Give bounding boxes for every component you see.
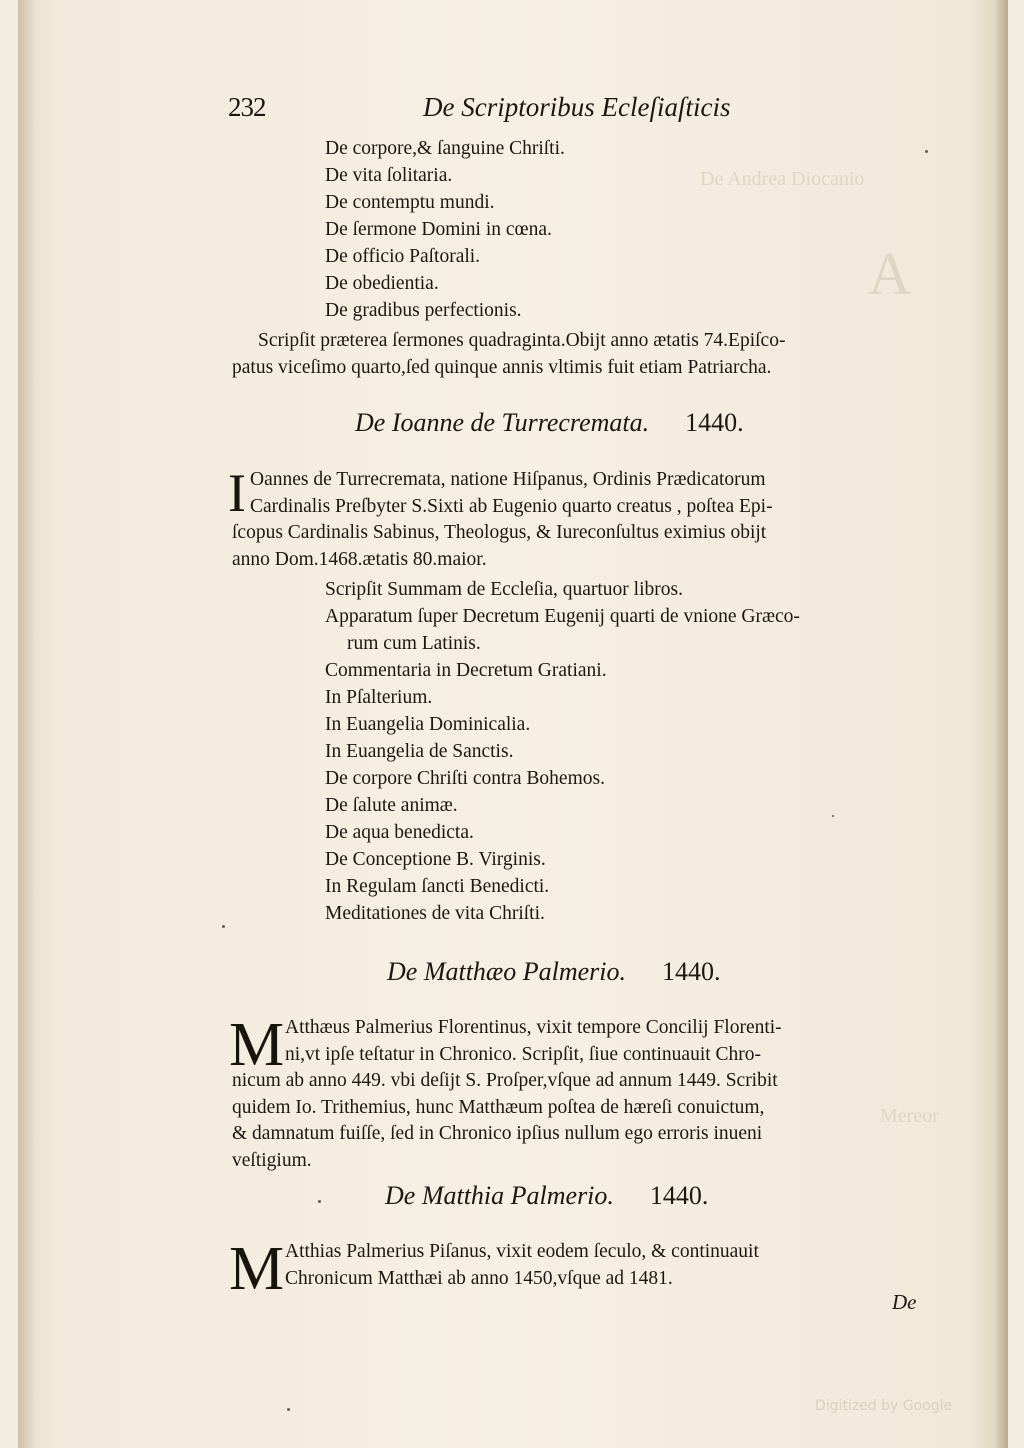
section-heading — [387, 957, 721, 987]
section-title: De Ioanne de Turrecremata. — [355, 408, 650, 437]
drop-cap: I — [228, 463, 246, 523]
section-heading — [385, 1181, 708, 1211]
drop-cap: M — [229, 1011, 285, 1079]
paragraph-turrecremata-cont — [232, 519, 922, 572]
list-item: De contemptu mundi. — [325, 192, 495, 213]
bleed-through-text: De Andrea Diocanio — [700, 168, 865, 190]
list-item: De aqua benedicta. — [325, 822, 474, 843]
foxing-spot — [832, 815, 834, 817]
list-item: De ſermone Domini in cœna. — [325, 219, 552, 240]
list-item: rum cum Latinis. — [347, 633, 481, 654]
list-item: De gradibus perfectionis. — [325, 300, 522, 321]
foxing-spot — [925, 150, 928, 153]
catchword: De — [892, 1290, 917, 1314]
para-line: Chronicum Matthæi ab anno 1450,vſque ad 1481. — [285, 1267, 673, 1289]
list-item: De Conceptione B. Virginis. — [325, 849, 546, 870]
list-item: Scripſit Summam de Eccleſia, quartuor libros. — [325, 579, 683, 600]
para-line: quidem Io. Trithemius, hunc Matthæum poſtea de hæreſi conuictum, — [232, 1096, 765, 1118]
para-line: ſcopus Cardinalis Sabinus, Theologus, & Iureconſultus eximius obijt — [232, 522, 767, 543]
paragraph-matthia — [285, 1238, 922, 1291]
list-item: In Euangelia de Sanctis. — [325, 741, 514, 762]
paragraph-closing — [232, 327, 922, 380]
list-item: De ſalute animæ. — [325, 795, 458, 816]
paragraph-matthaeo — [285, 1014, 922, 1067]
foxing-spot — [287, 1408, 290, 1411]
para-line: Cardinalis Preſbyter S.Sixti ab Eugenio quarto creatus , poſtea Epi- — [250, 495, 773, 517]
para-line: & damnatum fuiſſe, ſed in Chronico ipſius nullum ego erroris inueni — [232, 1123, 763, 1144]
para-line: Scripſit præterea ſermones quadraginta.Obijt anno ætatis 74.Epiſco- — [258, 330, 786, 351]
list-item: De obedientia. — [325, 273, 439, 294]
section-year: 1440. — [662, 957, 721, 986]
list-item: In Pſalterium. — [325, 687, 433, 708]
section-year: 1440. — [649, 1181, 709, 1210]
running-title: De Scriptoribus Ecleſiaſticis — [423, 92, 731, 122]
section-heading — [355, 408, 744, 438]
watermark: Digitized by Google — [815, 1398, 953, 1414]
para-line: Atthias Palmerius Piſanus, vixit eodem ſeculo, & continuauit — [285, 1241, 759, 1262]
list-item: Commentaria in Decretum Gratiani. — [325, 660, 607, 681]
drop-cap: M — [229, 1235, 285, 1303]
para-line: ni,vt ipſe teſtatur in Chronico. Scripſit, ſiue continuauit Chro- — [285, 1043, 762, 1065]
foxing-spot — [318, 1200, 321, 1203]
section-title: De Matthæo Palmerio. — [387, 957, 627, 986]
section-year: 1440. — [685, 408, 744, 437]
para-line: veſtigium. — [232, 1149, 312, 1171]
paragraph-turrecremata — [250, 466, 922, 519]
gutter-shadow — [18, 0, 36, 1448]
para-line: Oannes de Turrecremata, natione Hiſpanus, Ordinis Prædicatorum — [250, 469, 766, 490]
page-number: 232 — [228, 92, 266, 122]
list-item: Apparatum ſuper Decretum Eugenij quarti de vnione Græco- — [325, 606, 800, 627]
running-header — [228, 92, 768, 132]
works-list-top — [325, 135, 565, 324]
list-item: Meditationes de vita Chriſti. — [325, 903, 545, 924]
works-list-turrecremata — [325, 576, 800, 927]
list-item: De corpore,& ſanguine Chriſti. — [325, 138, 565, 159]
list-item: De officio Paſtorali. — [325, 246, 481, 267]
page-edge — [994, 0, 1008, 1448]
list-item: De vita ſolitaria. — [325, 165, 453, 186]
list-item: De corpore Chriſti contra Bohemos. — [325, 768, 605, 789]
bleed-through-letter: A — [868, 241, 912, 307]
list-item: In Euangelia Dominicalia. — [325, 714, 531, 735]
paragraph-matthaeo-cont — [232, 1067, 922, 1173]
foxing-spot — [222, 925, 225, 928]
list-item: In Regulam ſancti Benedicti. — [325, 876, 550, 897]
para-line: nicum ab anno 449. vbi deſijt S. Proſper,vſque ad annum 1449. Scribit — [232, 1070, 778, 1091]
bleed-through-text: Mereor — [880, 1105, 939, 1127]
para-line: anno Dom.1468.ætatis 80.maior. — [232, 548, 487, 570]
para-line: Atthæus Palmerius Florentinus, vixit tempore Concilij Florenti- — [285, 1017, 782, 1038]
para-line: patus viceſimo quarto,ſed quinque annis vltimis fuit etiam Patriarcha. — [232, 356, 772, 378]
section-title: De Matthia Palmerio. — [385, 1181, 614, 1210]
